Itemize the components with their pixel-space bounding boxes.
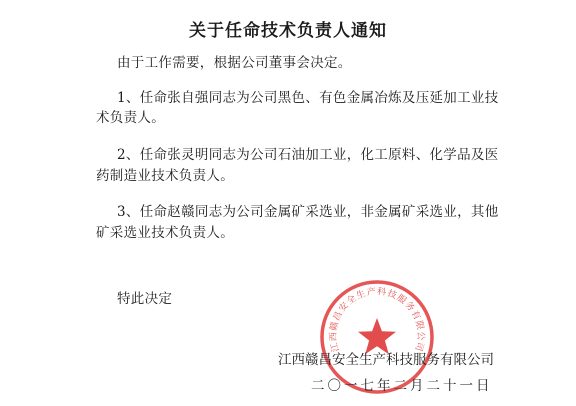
item-2-line-1: 2、任命张灵明同志为公司石油加工业，化工原料、化学品及医: [117, 147, 499, 163]
intro-paragraph: 由于工作需要，根据公司董事会决定。: [117, 55, 352, 71]
item-2-line-2: 药制造业技术负责人。: [96, 168, 234, 184]
document-title: 关于任命技术负责人通知: [189, 21, 387, 41]
svg-text:江西赣昌安全生产科技服务有限公司: 江西赣昌安全生产科技服务有限公司: [328, 287, 426, 353]
issue-date: 二〇一七年二月二十一日: [311, 378, 493, 394]
item-3-line-1: 3、任命赵赣同志为公司金属矿采选业，非金属矿采选业，其他: [117, 204, 499, 220]
closing-text: 特此决定: [117, 291, 173, 307]
company-name: 江西赣昌安全生产科技服务有限公司: [278, 352, 494, 368]
item-1-line-2: 术负责人。: [96, 110, 165, 126]
item-1-line-1: 1、任命张自强同志为公司黑色、有色金属冶炼及压延加工业技: [117, 90, 499, 106]
item-3-line-2: 矿采选业技术负责人。: [96, 225, 234, 241]
